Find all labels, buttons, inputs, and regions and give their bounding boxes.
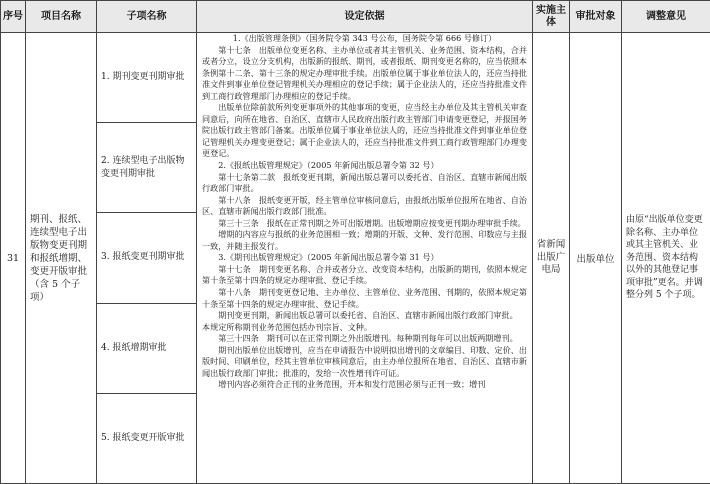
basis-paragraph: 期刊变更刊期，新闻出版总署可以委托省、自治区、直辖市新闻出版行政部门审批。 [202,310,527,322]
sub-item: 2. 连续型电子出版物变更刊期审批 [97,123,197,213]
basis-paragraph: 增期的内容应与报纸的业务范围相一致；增期的开版、文种、发行范围、印数应与主报一致，并随主报发行。 [202,229,527,252]
row-adjustment: 由原“出版单位变更除名称、主办单位或其主管机关、业务范围、资本结构以外的其他登记事项审批”更名。并调整分列 5 个子项。 [622,33,710,484]
header-implementing-body: 实施主体 [533,1,570,33]
basis-paragraph: 增刊内容必须符合正刊的业务范围，开本和发行范围必须与正刊一致；增刊 [202,379,527,391]
header-approval-object: 审批对象 [570,1,622,33]
table-row [1,33,710,123]
header-sub-item-name: 子项名称 [97,1,197,33]
basis-text [202,33,527,483]
basis-paragraph: 第十七条 期刊变更名称、合并或者分立、改变资本结构，出版新的期刊，依照本规定第十条至第十四条的规定办理审批、登记手续。 [202,264,527,287]
basis-paragraph: 本规定所称期刊业务范围包括办刊宗旨、文种。 [202,322,527,334]
basis-paragraph: 第三十四条 期刊可以在正常刊期之外出版增刊。每种期刊每年可以出版两期增刊。 [202,333,527,345]
header-basis: 设定依据 [197,1,533,33]
basis-paragraph: 第十八条 报纸变更开版，经主管单位审核同意后，由报纸出版单位报所在地省、自治区、直辖市新闻出版行政部门批准。 [202,195,527,218]
sub-item: 4. 报纸增期审批 [97,303,197,393]
header-item-name: 项目名称 [26,1,97,33]
header-adjustment: 调整意见 [622,1,710,33]
basis-cell [197,33,533,484]
basis-paragraph: 第十七条第二款 报纸变更刊期，新闻出版总署可以委托省、自治区、直辖市新闻出版行政部门审批。 [202,172,527,195]
basis-paragraph: 第十七条 出版单位变更名称、主办单位或者其主管机关、业务范围、资本结构，合并或者分立，设立分支机构，出版新的报纸、期刊，或者报纸、期刊变更名称的，应当依照本条例第十二条、第十三条的规定办理审批手续。出版单位属于事业单位法人的，还应当持批准文件到事业单位登记管理机关办理相应的登记手续；属于企业法人的，还应当持批准文件到工商行政管理部门办理相应的登记手续。 [202,45,527,103]
header-row [1,1,710,33]
sub-item: 3. 报纸变更刊期审批 [97,213,197,303]
basis-paragraph: 出版单位除前款所列变更事项外的其他事项的变更，应当经主办单位及其主管机关审查同意后，向所在地省、自治区、直辖市人民政府出版行政主管部门申请变更登记，并报国务院出版行政主管部门备案。出版单位属于事业单位法人的，还应当持批准文件到事业单位登记管理机关办理变更登记；属于企业法人的，还应当持批准文件到工商行政管理部门办理变更登记。 [202,102,527,160]
row-item-name: 期刊、报纸、连续型电子出版物变更刊期和报纸增期、变更开版审批（含 5 个子项） [26,33,97,484]
header-seq: 序号 [1,1,26,33]
row-implementing-body: 省新闻出版广电局 [533,33,570,484]
sub-item: 5. 报纸变更开版审批 [97,393,197,483]
sub-item: 1. 期刊变更刊期审批 [97,33,197,123]
basis-paragraph: 第十八条 期刊变更登记地、主办单位、主管单位、业务范围、刊期的，依照本规定第十条至第十四条的规定办理审批、登记手续。 [202,287,527,310]
basis-paragraph: 3.《期刊出版管理规定》（2005 年新闻出版总署令第 31 号） [202,252,527,264]
row-seq: 31 [1,33,26,484]
row-approval-object: 出版单位 [570,33,622,484]
basis-paragraph: 期刊出版单位出版增刊，应当在申请报告中说明拟出增刊的文章编目、印数、定价、出版时间、印刷单位，经其主管单位审核同意后，由主办单位报所在地省、自治区、直辖市新闻出版行政部门审批；批准的，发给一次性增刊许可证。 [202,345,527,380]
basis-paragraph: 第三十三条 报纸在正常刊期之外可出版增期。出版增期应按变更刊期办理审批手续。 [202,218,527,230]
basis-paragraph: 2.《报纸出版管理规定》（2005 年新闻出版总署令第 32 号） [202,160,527,172]
basis-paragraph: 1.《出版管理条例》（国务院令第 343 号公布，国务院令第 666 号修订） [202,33,527,45]
